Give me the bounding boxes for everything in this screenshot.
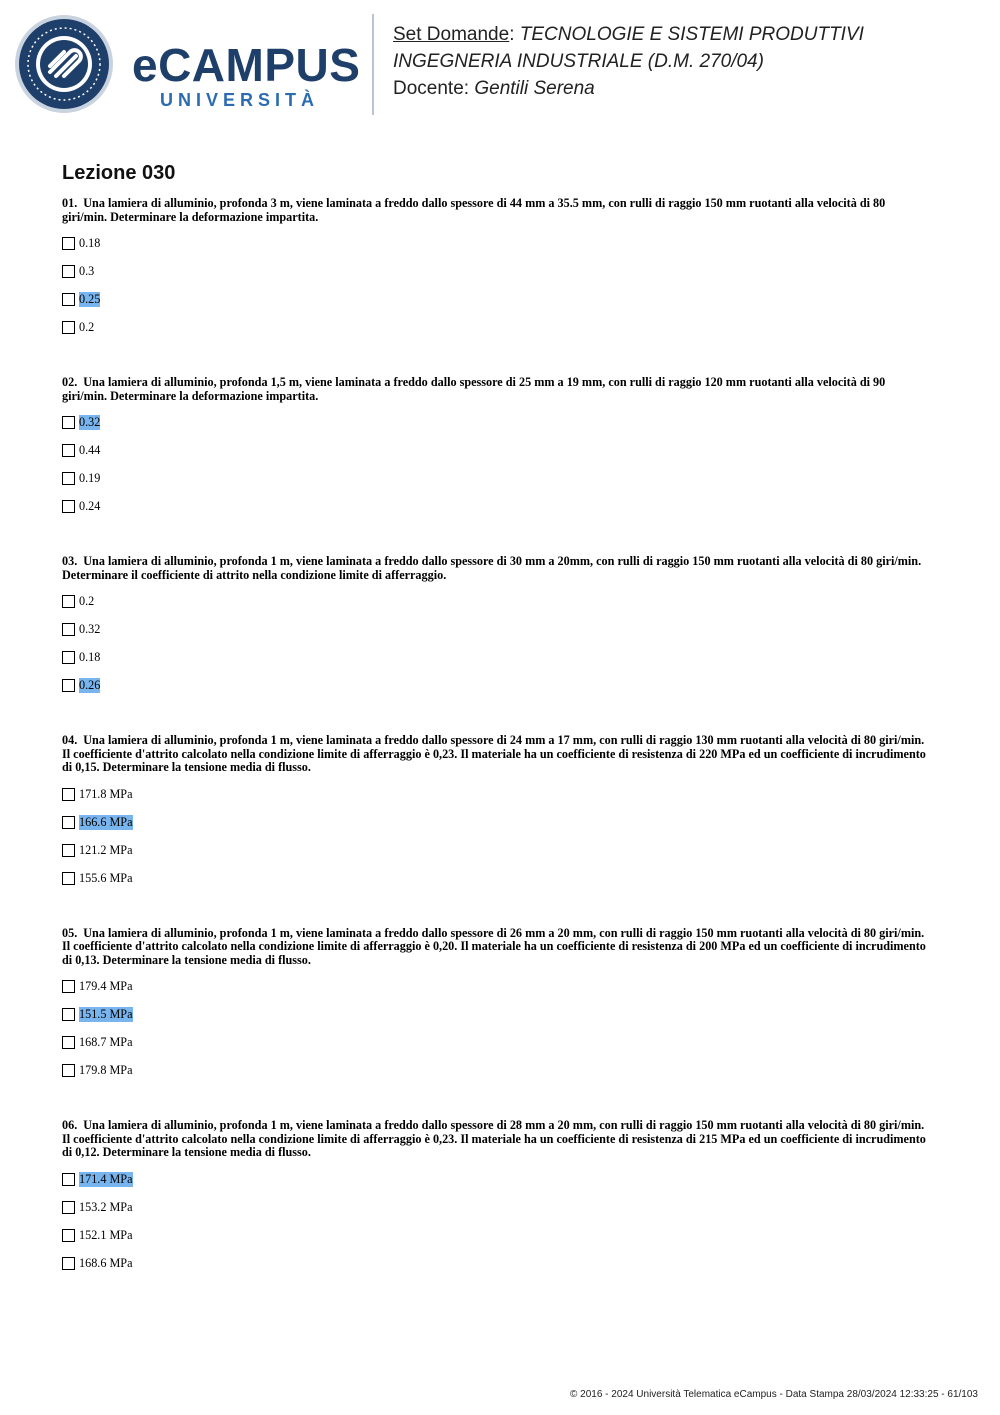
answer-option[interactable] — [62, 622, 932, 650]
answer-label-highlighted: 171.4 MPa — [79, 1171, 133, 1186]
answer-option[interactable] — [62, 236, 932, 264]
answer-option[interactable] — [62, 264, 932, 292]
question-item — [62, 376, 932, 527]
course-program: INGEGNERIA INDUSTRIALE (D.M. 270/04) — [393, 51, 764, 72]
set-label: Set Domande — [393, 24, 510, 45]
teacher-line: Docente: Gentili Serena — [393, 78, 595, 99]
question-number: 06. — [62, 1118, 78, 1132]
answer-label-highlighted: 151.5 MPa — [79, 1007, 133, 1021]
answer-checkbox[interactable] — [62, 679, 75, 692]
answer-checkbox[interactable] — [62, 416, 75, 429]
answer-label: 168.7 MPa — [79, 1035, 133, 1049]
question-body: Una lamiera di alluminio, profonda 1 m, viene laminata a freddo dallo spessore di 28 mm a 20 mm, con rulli di raggio 150 mm ruotanti alla velocità di 80 giri/min. Il coefficiente d'attrito calcolato nella condizione limite di afferraggio è 0,23. Il materiale ha un coefficiente di resistenza di 215 MPa ed un coefficiente di incrudimento di 0,12. Determinare la tensione media di flusso. — [62, 1118, 926, 1159]
answer-checkbox[interactable] — [62, 1201, 75, 1214]
answer-checkbox[interactable] — [62, 595, 75, 608]
question-body: Una lamiera di alluminio, profonda 3 m, viene laminata a freddo dallo spessore di 44 mm a 35.5 mm, con rulli di raggio 150 mm ruotanti alla velocità di 80 giri/min. Determinare la deformazione impartita. — [62, 196, 886, 224]
answer-checkbox[interactable] — [62, 980, 75, 993]
answer-label: 155.6 MPa — [79, 870, 133, 885]
answer-label: 121.2 MPa — [79, 842, 133, 857]
ecampus-wordmark — [132, 39, 361, 112]
answer-option[interactable] — [62, 979, 932, 1007]
answer-checkbox[interactable] — [62, 844, 75, 857]
answer-checkbox[interactable] — [62, 623, 75, 636]
answer-checkbox[interactable] — [62, 1064, 75, 1077]
answer-label: 0.44 — [79, 443, 101, 457]
answer-checkbox[interactable] — [62, 321, 75, 334]
answer-option[interactable] — [62, 320, 932, 348]
answer-option[interactable] — [62, 443, 932, 471]
answer-option[interactable] — [62, 1035, 932, 1063]
page-footer: © 2016 - 2024 Università Telematica eCampus - Data Stampa 28/03/2024 12:33:25 - 61/103 — [570, 1389, 978, 1400]
answer-option[interactable] — [62, 292, 932, 320]
question-item — [62, 927, 932, 1092]
question-body: Una lamiera di alluminio, profonda 1 m, viene laminata a freddo dallo spessore di 24 mm a 17 mm, con rulli di raggio 130 mm ruotanti alla velocità di 80 giri/min. Il coefficiente d'attrito calcolato nella condizione limite di afferraggio è 0,23. Il materiale ha un coefficiente di resistenza di 220 MPa ed un coefficiente di incrudimento di 0,15. Determinare la tensione media di flusso. — [62, 733, 926, 774]
answer-label: 152.1 MPa — [79, 1227, 133, 1242]
question-text — [62, 1119, 932, 1160]
answer-checkbox[interactable] — [62, 293, 75, 306]
answer-label-highlighted: 166.6 MPa — [79, 814, 133, 829]
brand-subtitle: UNIVERSITÀ — [160, 90, 320, 110]
answer-label: 0.19 — [79, 471, 101, 485]
answer-checkbox[interactable] — [62, 1257, 75, 1270]
answer-option[interactable] — [62, 815, 932, 843]
answer-option[interactable] — [62, 1172, 932, 1200]
answer-checkbox[interactable] — [62, 500, 75, 513]
question-item — [62, 1119, 932, 1284]
answer-option[interactable] — [62, 499, 932, 527]
answer-checkbox[interactable] — [62, 1229, 75, 1242]
question-item — [62, 734, 932, 899]
answer-option[interactable] — [62, 787, 932, 815]
question-text — [62, 376, 932, 403]
course-line-2 — [393, 48, 983, 75]
question-number: 01. — [62, 196, 78, 210]
answer-label: 0.18 — [79, 236, 101, 250]
answer-option[interactable] — [62, 1063, 932, 1091]
question-body: Una lamiera di alluminio, profonda 1 m, viene laminata a freddo dallo spessore di 26 mm a 20 mm, con rulli di raggio 150 mm ruotanti alla velocità di 80 giri/min. Il coefficiente d'attrito calcolato nella condizione limite di afferraggio è 0,20. Il materiale ha un coefficiente di resistenza di 200 MPa ed un coefficiente di incrudimento di 0,13. Determinare la tensione media di flusso. — [62, 925, 926, 967]
answer-option[interactable] — [62, 594, 932, 622]
answer-checkbox[interactable] — [62, 872, 75, 885]
question-number: 02. — [62, 375, 78, 389]
answer-label-highlighted: 0.32 — [79, 415, 101, 429]
answer-option[interactable] — [62, 871, 932, 899]
answer-checkbox[interactable] — [62, 444, 75, 457]
answer-label-highlighted: 0.26 — [79, 678, 101, 692]
answer-checkbox[interactable] — [62, 237, 75, 250]
answer-checkbox[interactable] — [62, 1036, 75, 1049]
course-info — [393, 21, 983, 102]
answer-label: 153.2 MPa — [79, 1199, 133, 1214]
header-divider — [372, 14, 374, 115]
answer-label: 168.6 MPa — [79, 1255, 133, 1270]
answer-checkbox[interactable] — [62, 1173, 75, 1186]
brand-name: eCAMPUS — [132, 39, 361, 91]
answer-label: 171.8 MPa — [79, 786, 133, 801]
answer-option[interactable] — [62, 1007, 932, 1035]
answer-label: 0.24 — [79, 499, 101, 513]
answer-option[interactable] — [62, 1256, 932, 1284]
question-number: 03. — [62, 554, 78, 568]
answer-option[interactable] — [62, 1200, 932, 1228]
ecampus-seal-logo — [14, 14, 114, 114]
answer-option[interactable] — [62, 471, 932, 499]
question-number: 05. — [62, 925, 78, 940]
answer-option[interactable] — [62, 415, 932, 443]
page-header — [0, 0, 1000, 130]
question-text — [62, 197, 932, 224]
answer-label: 0.32 — [79, 622, 101, 636]
teacher-label: Docente — [393, 78, 464, 99]
answer-label: 0.3 — [79, 264, 95, 278]
question-item — [62, 555, 932, 706]
answer-option[interactable] — [62, 650, 932, 678]
question-item — [62, 197, 932, 348]
answer-option[interactable] — [62, 1228, 932, 1256]
question-text — [62, 555, 932, 582]
course-line-1: Set Domande: TECNOLOGIE E SISTEMI PRODUTTIVI — [393, 24, 864, 45]
answer-checkbox[interactable] — [62, 788, 75, 801]
question-body: Una lamiera di alluminio, profonda 1 m, viene laminata a freddo dallo spessore di 30 mm a 20mm, con rulli di raggio 150 mm ruotanti alla velocità di 80 giri/min. Determinare il coefficiente di attrito nella condizione limite di afferraggio. — [62, 554, 922, 582]
answer-label: 0.2 — [79, 320, 95, 334]
answer-label: 179.4 MPa — [79, 979, 133, 993]
answer-checkbox[interactable] — [62, 651, 75, 664]
answer-checkbox[interactable] — [62, 816, 75, 829]
answer-checkbox[interactable] — [62, 472, 75, 485]
answer-label: 179.8 MPa — [79, 1063, 133, 1077]
question-body: Una lamiera di alluminio, profonda 1,5 m, viene laminata a freddo dallo spessore di 25 mm a 19 mm, con rulli di raggio 120 mm ruotanti alla velocità di 90 giri/min. Determinare la deformazione impartita. — [62, 375, 886, 403]
teacher-name: Gentili Serena — [474, 78, 595, 99]
answer-label: 0.2 — [79, 594, 95, 608]
question-number: 04. — [62, 733, 78, 747]
lesson-title: Lezione 030 — [62, 162, 176, 184]
answer-checkbox[interactable] — [62, 265, 75, 278]
answer-label: 0.18 — [79, 650, 101, 664]
course-name: TECNOLOGIE E SISTEMI PRODUTTIVI — [519, 24, 864, 45]
question-text — [62, 927, 932, 968]
answer-label-highlighted: 0.25 — [79, 292, 101, 306]
question-list — [62, 197, 932, 1312]
question-text — [62, 734, 932, 775]
answer-option[interactable] — [62, 843, 932, 871]
answer-checkbox[interactable] — [62, 1008, 75, 1021]
answer-option[interactable] — [62, 678, 932, 706]
